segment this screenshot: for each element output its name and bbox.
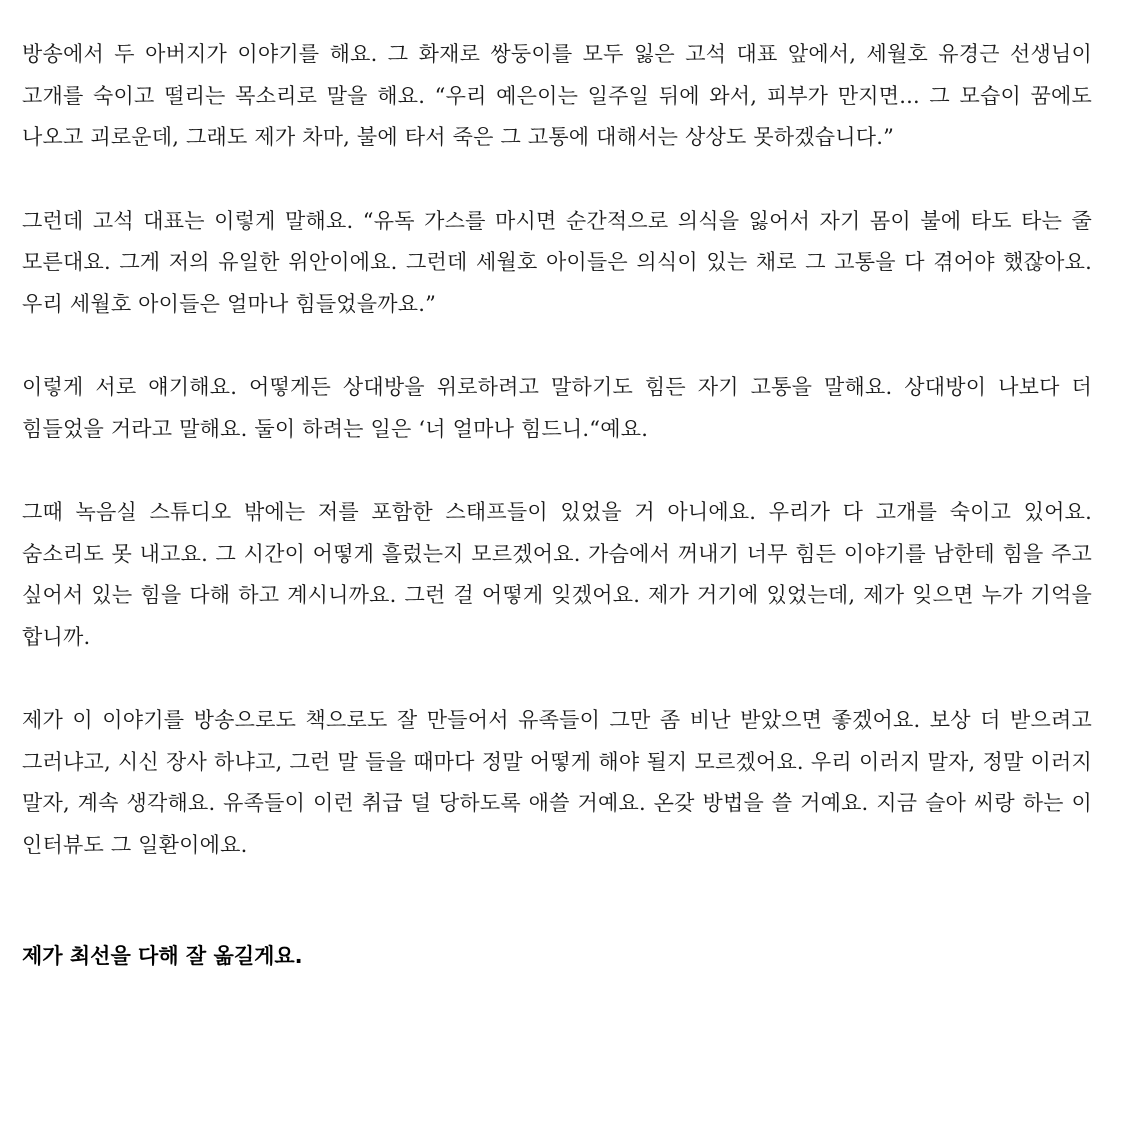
paragraph-2: 그런데 고석 대표는 이렇게 말해요. “유독 가스를 마시면 순간적으로 의식을 잃어서 자기 몸이 불에 타도 타는 줄 모른대요. 그게 저의 유일한 위안이에요. 그런데 세월호 아이들은 의식이 있는 채로 그 고통을 다 겪어야 했잖아요. 우리 세월호 아이들은 얼마나 힘들었을까요.” — [22, 208, 1092, 316]
document-page — [22, 34, 1092, 978]
paragraph-4: 그때 녹음실 스튜디오 밖에는 저를 포함한 스태프들이 있었을 거 아니에요. 우리가 다 고개를 숙이고 있어요. 숨소리도 못 내고요. 그 시간이 어떻게 흘렀는지 모르겠어요. 가슴에서 꺼내기 너무 힘든 이야기를 남한테 힘을 주고 싶어서 있는 힘을 다해 하고 계시니까요. 그런 걸 어떻게 잊겠어요. 제가 거기에 있었는데, 제가 잊으면 누가 기억을 합니까. — [22, 500, 1092, 649]
closing-statement: 제가 최선을 다해 잘 옮길게요. — [22, 944, 303, 968]
paragraph-gap — [22, 450, 1092, 492]
paragraph-gap — [22, 658, 1092, 700]
paragraph-5: 제가 이 이야기를 방송으로도 책으로도 잘 만들어서 유족들이 그만 좀 비난 받았으면 좋겠어요. 보상 더 받으려고 그러냐고, 시신 장사 하냐고, 그런 말 들을 때마다 정말 어떻게 해야 될지 모르겠어요. 우리 이러지 말자, 정말 이러지 말자, 계속 생각해요. 유족들이 이런 취급 덜 당하도록 애쓸 거예요. 온갖 방법을 쓸 거예요. 지금 슬아 씨랑 하는 이 인터뷰도 그 일환이에요. — [22, 708, 1092, 857]
paragraph-gap — [22, 325, 1092, 367]
paragraph-1: 방송에서 두 아버지가 이야기를 해요. 그 화재로 쌍둥이를 모두 잃은 고석 대표 앞에서, 세월호 유경근 선생님이 고개를 숙이고 떨리는 목소리로 말을 해요. “우리 예은이는 일주일 뒤에 와서, 피부가 만지면... 그 모습이 꿈에도 나오고 괴로운데, 그래도 제가 차마, 불에 타서 죽은 그 고통에 대해서는 상상도 못하겠습니다.” — [22, 42, 1092, 149]
paragraph-gap — [22, 159, 1092, 201]
paragraph-3: 이렇게 서로 얘기해요. 어떻게든 상대방을 위로하려고 말하기도 힘든 자기 고통을 말해요. 상대방이 나보다 더 힘들었을 거라고 말해요. 둘이 하려는 일은 ‘너 얼마나 힘드니.“예요. — [22, 375, 1092, 441]
